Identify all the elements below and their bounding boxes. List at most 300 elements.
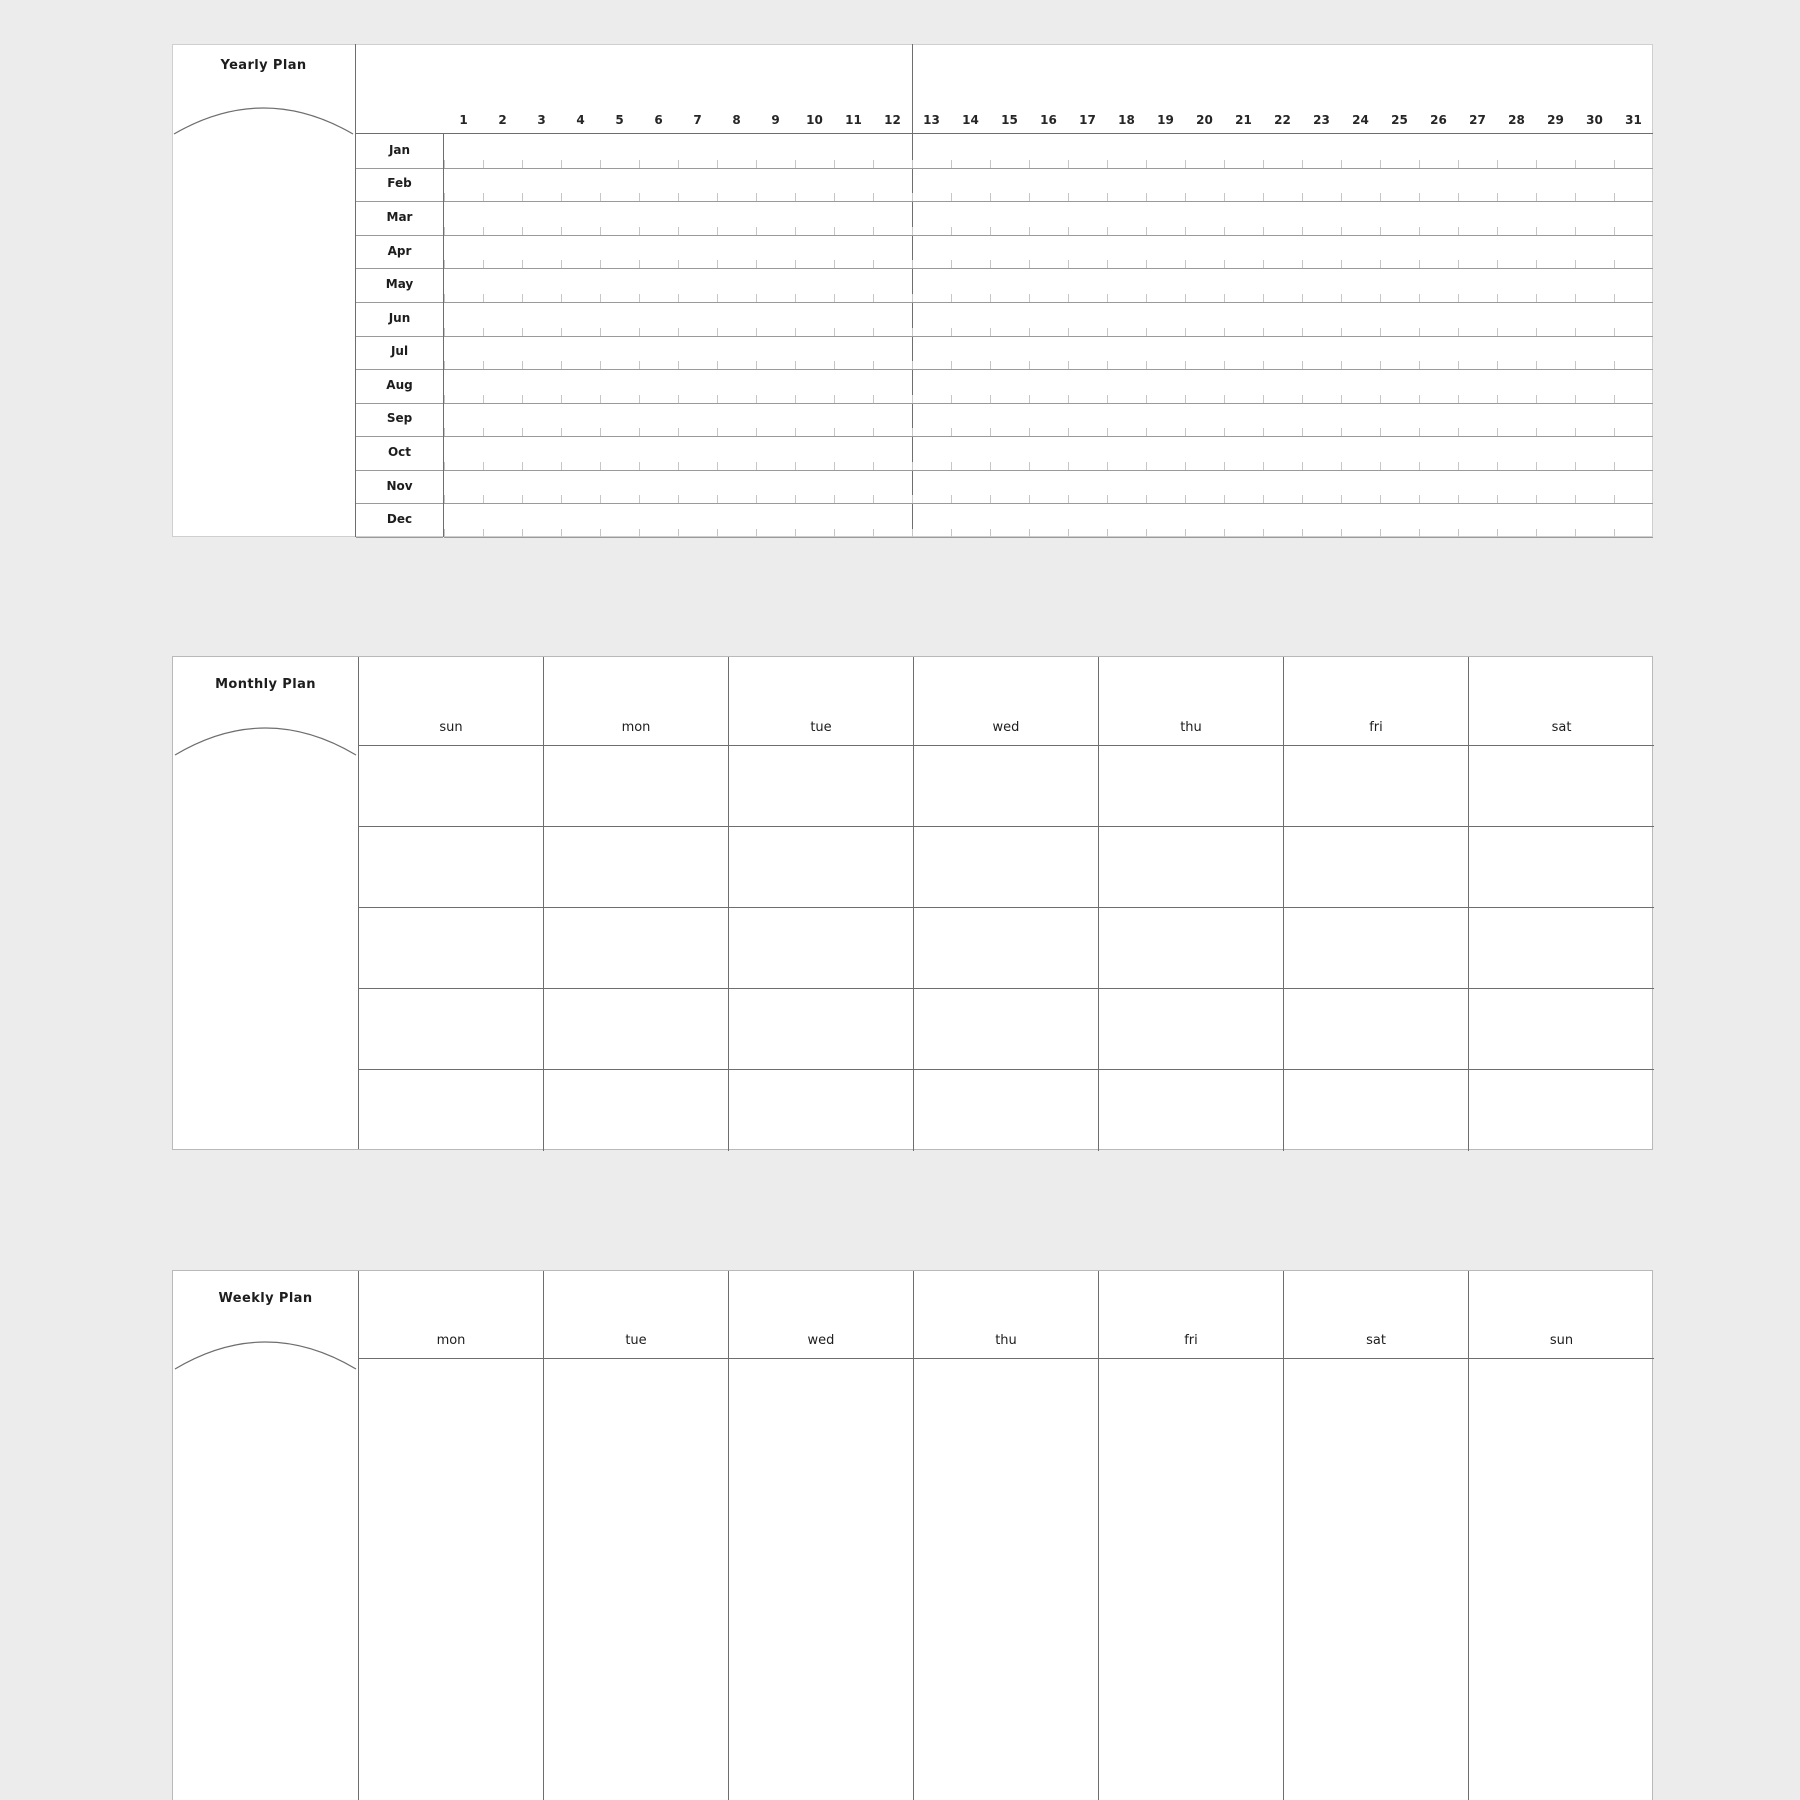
yearly-day-tick (1536, 160, 1537, 168)
yearly-day-tick (912, 428, 913, 436)
yearly-day-tick (1614, 328, 1615, 336)
yearly-day-tick (1068, 361, 1069, 369)
yearly-month-rule (356, 336, 443, 337)
yearly-day-tick (1497, 328, 1498, 336)
monthly-day-cell[interactable] (729, 746, 914, 827)
yearly-day-tick (1302, 462, 1303, 470)
yearly-day-tick (1107, 361, 1108, 369)
yearly-day-tick (1302, 529, 1303, 537)
yearly-day-tick (834, 328, 835, 336)
arc-decoration-icon (173, 703, 358, 757)
yearly-day-tick (639, 529, 640, 537)
yearly-day-tick (756, 529, 757, 537)
yearly-day-tick (1224, 160, 1225, 168)
weekly-weekday-header (544, 1271, 728, 1359)
monthly-day-cell[interactable] (544, 908, 729, 989)
yearly-day-tick (717, 160, 718, 168)
yearly-day-tick (1497, 462, 1498, 470)
yearly-day-tick (1536, 462, 1537, 470)
yearly-day-tick (1302, 160, 1303, 168)
yearly-day-tick (1068, 428, 1069, 436)
yearly-day-tick (1536, 395, 1537, 403)
yearly-day-tick (717, 428, 718, 436)
monthly-day-cell[interactable] (729, 1070, 914, 1151)
yearly-day-tick (1575, 193, 1576, 201)
yearly-day-tick (756, 294, 757, 302)
yearly-day-tick (1341, 260, 1342, 268)
monthly-day-cell[interactable] (1284, 746, 1469, 827)
monthly-day-cell[interactable] (544, 746, 729, 827)
yearly-day-tick (717, 495, 718, 503)
monthly-day-cell[interactable] (729, 827, 914, 908)
yearly-day-tick (1341, 462, 1342, 470)
weekly-day-column[interactable] (1284, 1271, 1469, 1800)
monthly-weekday-header (1469, 657, 1654, 746)
yearly-day-number: 7 (693, 113, 702, 127)
yearly-day-tick (1497, 395, 1498, 403)
yearly-day-tick (1614, 428, 1615, 436)
yearly-day-tick (522, 462, 523, 470)
weekly-grid (359, 1271, 1652, 1800)
yearly-day-tick (1029, 428, 1030, 436)
yearly-day-number: 25 (1391, 113, 1408, 127)
yearly-day-tick (873, 294, 874, 302)
yearly-day-tick (795, 160, 796, 168)
yearly-day-tick (1029, 227, 1030, 235)
yearly-day-tick (912, 328, 913, 336)
yearly-day-tick (1224, 462, 1225, 470)
yearly-day-tick (1380, 395, 1381, 403)
yearly-grid (444, 134, 1653, 537)
yearly-day-tick (1302, 193, 1303, 201)
yearly-day-tick (912, 395, 913, 403)
yearly-day-number: 22 (1274, 113, 1291, 127)
monthly-day-cell[interactable] (729, 989, 914, 1070)
monthly-day-cell[interactable] (914, 989, 1099, 1070)
yearly-day-tick (951, 462, 952, 470)
yearly-day-tick (444, 361, 445, 369)
yearly-day-tick (990, 160, 991, 168)
yearly-day-tick (912, 160, 913, 168)
yearly-title: Yearly Plan (220, 58, 307, 73)
yearly-month-rule (356, 470, 443, 471)
monthly-day-cell[interactable] (914, 908, 1099, 989)
monthly-day-cell[interactable] (359, 908, 544, 989)
yearly-day-tick (834, 395, 835, 403)
yearly-day-tick (717, 294, 718, 302)
yearly-day-tick (639, 193, 640, 201)
yearly-day-tick (1341, 227, 1342, 235)
yearly-day-tick (1302, 227, 1303, 235)
yearly-day-tick (1341, 193, 1342, 201)
yearly-day-tick (1341, 361, 1342, 369)
yearly-day-tick (1419, 395, 1420, 403)
yearly-row-rule (444, 369, 1653, 370)
yearly-day-tick (444, 529, 445, 537)
monthly-weekday-label: sat (1551, 720, 1572, 735)
yearly-day-tick (795, 529, 796, 537)
yearly-day-tick (1575, 529, 1576, 537)
yearly-day-tick (756, 361, 757, 369)
yearly-day-tick (1458, 495, 1459, 503)
yearly-month-rule (356, 235, 443, 236)
yearly-day-tick (1497, 260, 1498, 268)
yearly-day-number: 21 (1235, 113, 1252, 127)
yearly-day-tick (1029, 361, 1030, 369)
monthly-weekday-header (914, 657, 1099, 746)
yearly-day-number: 3 (537, 113, 546, 127)
weekly-day-column[interactable] (1469, 1271, 1654, 1800)
weekly-day-column[interactable] (729, 1271, 914, 1800)
yearly-day-tick (1380, 260, 1381, 268)
yearly-day-tick (717, 395, 718, 403)
monthly-day-cell[interactable] (1469, 827, 1654, 908)
yearly-day-tick (561, 227, 562, 235)
yearly-row-rule (444, 302, 1653, 303)
yearly-day-tick (561, 428, 562, 436)
yearly-day-tick (1575, 328, 1576, 336)
yearly-day-number: 13 (923, 113, 940, 127)
yearly-day-tick (1263, 193, 1264, 201)
yearly-day-tick (1458, 193, 1459, 201)
weekly-day-column[interactable] (544, 1271, 729, 1800)
yearly-day-tick (1614, 529, 1615, 537)
yearly-day-tick (1458, 328, 1459, 336)
yearly-day-tick (1341, 395, 1342, 403)
yearly-day-number: 12 (884, 113, 901, 127)
yearly-day-tick (678, 495, 679, 503)
weekly-weekday-label: fri (1184, 1333, 1198, 1348)
weekly-day-column[interactable] (359, 1271, 544, 1800)
yearly-day-tick (990, 529, 991, 537)
monthly-day-cell[interactable] (1284, 1070, 1469, 1151)
yearly-day-tick (561, 462, 562, 470)
yearly-day-tick (873, 529, 874, 537)
yearly-day-tick (951, 428, 952, 436)
yearly-day-tick (1029, 193, 1030, 201)
yearly-day-tick (639, 160, 640, 168)
monthly-day-cell[interactable] (544, 1070, 729, 1151)
yearly-day-tick (1575, 462, 1576, 470)
yearly-day-tick (600, 428, 601, 436)
yearly-day-tick (1029, 395, 1030, 403)
yearly-day-tick (990, 227, 991, 235)
yearly-day-tick (1458, 227, 1459, 235)
yearly-day-tick (951, 227, 952, 235)
yearly-day-tick (561, 328, 562, 336)
yearly-day-tick (1029, 529, 1030, 537)
yearly-day-tick (1146, 294, 1147, 302)
yearly-day-tick (795, 328, 796, 336)
yearly-day-tick (834, 462, 835, 470)
monthly-day-cell[interactable] (1284, 827, 1469, 908)
yearly-day-tick (522, 260, 523, 268)
yearly-day-tick (483, 260, 484, 268)
monthly-day-cell[interactable] (1099, 1070, 1284, 1151)
yearly-month-label: Mar (386, 209, 413, 224)
yearly-day-tick (1575, 160, 1576, 168)
yearly-day-tick (444, 260, 445, 268)
yearly-day-tick (756, 227, 757, 235)
yearly-day-tick (717, 260, 718, 268)
yearly-day-tick (1458, 260, 1459, 268)
monthly-day-cell[interactable] (914, 746, 1099, 827)
yearly-day-tick (1224, 328, 1225, 336)
yearly-day-number: 24 (1352, 113, 1369, 127)
weekly-weekday-label: sun (1549, 1333, 1574, 1348)
yearly-day-tick (1419, 193, 1420, 201)
yearly-day-tick (600, 529, 601, 537)
yearly-day-tick (1068, 328, 1069, 336)
yearly-day-tick (951, 260, 952, 268)
yearly-day-tick (483, 428, 484, 436)
yearly-day-tick (1380, 529, 1381, 537)
yearly-day-tick (1185, 428, 1186, 436)
yearly-day-tick (1146, 529, 1147, 537)
yearly-day-tick (639, 328, 640, 336)
yearly-day-tick (1497, 227, 1498, 235)
yearly-day-tick (873, 227, 874, 235)
yearly-day-tick (1614, 361, 1615, 369)
yearly-day-tick (1302, 260, 1303, 268)
yearly-day-tick (1068, 160, 1069, 168)
yearly-month-rule (356, 503, 443, 504)
monthly-day-cell[interactable] (1099, 908, 1284, 989)
yearly-day-tick (873, 495, 874, 503)
weekly-weekday-label: wed (807, 1333, 835, 1348)
yearly-day-tick (1068, 260, 1069, 268)
yearly-day-tick (990, 193, 991, 201)
monthly-day-cell[interactable] (729, 908, 914, 989)
yearly-day-tick (1419, 294, 1420, 302)
yearly-day-tick (795, 361, 796, 369)
yearly-day-tick (1380, 160, 1381, 168)
yearly-day-tick (1458, 361, 1459, 369)
yearly-day-tick (678, 193, 679, 201)
yearly-month-label: Oct (387, 445, 412, 460)
yearly-day-tick (756, 260, 757, 268)
yearly-day-tick (1185, 294, 1186, 302)
yearly-day-tick (1263, 428, 1264, 436)
yearly-day-tick (1146, 395, 1147, 403)
yearly-day-tick (1107, 294, 1108, 302)
yearly-day-tick (990, 428, 991, 436)
yearly-day-tick (1536, 361, 1537, 369)
yearly-day-tick (1224, 227, 1225, 235)
yearly-day-number: 11 (845, 113, 862, 127)
weekly-day-column[interactable] (1099, 1271, 1284, 1800)
yearly-day-tick (522, 495, 523, 503)
yearly-day-tick (561, 260, 562, 268)
yearly-day-tick (717, 328, 718, 336)
yearly-day-tick (483, 361, 484, 369)
yearly-day-tick (678, 160, 679, 168)
yearly-day-tick (1419, 361, 1420, 369)
yearly-day-number: 29 (1547, 113, 1564, 127)
weekly-weekday-header (729, 1271, 913, 1359)
monthly-day-cell[interactable] (1284, 989, 1469, 1070)
yearly-day-tick (444, 328, 445, 336)
yearly-day-tick (1146, 462, 1147, 470)
weekly-day-column[interactable] (914, 1271, 1099, 1800)
yearly-day-tick (1380, 227, 1381, 235)
yearly-day-tick (756, 428, 757, 436)
yearly-day-tick (561, 160, 562, 168)
monthly-day-cell[interactable] (1099, 746, 1284, 827)
yearly-day-tick (1614, 160, 1615, 168)
yearly-day-tick (834, 294, 835, 302)
yearly-day-tick (1380, 193, 1381, 201)
yearly-day-tick (600, 160, 601, 168)
monthly-day-cell[interactable] (359, 1070, 544, 1151)
yearly-day-tick (1419, 495, 1420, 503)
yearly-day-number: 8 (732, 113, 741, 127)
yearly-day-tick (1263, 361, 1264, 369)
yearly-day-tick (756, 462, 757, 470)
yearly-day-tick (1146, 328, 1147, 336)
monthly-day-cell[interactable] (1284, 908, 1469, 989)
yearly-day-tick (912, 260, 913, 268)
yearly-month-label: Nov (386, 478, 413, 493)
yearly-day-tick (1068, 395, 1069, 403)
yearly-day-tick (1341, 495, 1342, 503)
monthly-day-cell[interactable] (914, 827, 1099, 908)
monthly-weekday-header (1099, 657, 1284, 746)
yearly-day-tick (873, 361, 874, 369)
yearly-day-tick (717, 361, 718, 369)
yearly-day-tick (873, 328, 874, 336)
yearly-day-tick (1614, 462, 1615, 470)
yearly-day-tick (1185, 361, 1186, 369)
yearly-day-tick (1497, 361, 1498, 369)
yearly-plan-section (172, 44, 1653, 537)
yearly-day-tick (483, 227, 484, 235)
yearly-day-tick (951, 529, 952, 537)
yearly-day-tick (600, 193, 601, 201)
yearly-day-tick (1224, 193, 1225, 201)
yearly-day-tick (600, 227, 601, 235)
yearly-day-tick (1575, 294, 1576, 302)
yearly-day-tick (990, 395, 991, 403)
yearly-day-tick (1107, 529, 1108, 537)
monthly-day-cell[interactable] (1469, 746, 1654, 827)
weekly-title-column (173, 1271, 359, 1800)
yearly-day-tick (1263, 495, 1264, 503)
monthly-day-cell[interactable] (1469, 908, 1654, 989)
monthly-day-cell[interactable] (359, 746, 544, 827)
yearly-day-tick (1497, 529, 1498, 537)
yearly-month-rule (356, 268, 443, 269)
yearly-day-tick (1419, 529, 1420, 537)
yearly-day-tick (990, 462, 991, 470)
yearly-day-tick (795, 294, 796, 302)
yearly-day-number: 31 (1625, 113, 1642, 127)
monthly-day-cell[interactable] (914, 1070, 1099, 1151)
yearly-day-tick (678, 294, 679, 302)
yearly-day-tick (639, 361, 640, 369)
yearly-day-tick (795, 428, 796, 436)
yearly-day-tick (600, 328, 601, 336)
yearly-day-tick (1380, 462, 1381, 470)
weekly-weekday-header (1469, 1271, 1654, 1359)
yearly-day-number: 9 (771, 113, 780, 127)
yearly-day-tick (1302, 328, 1303, 336)
yearly-day-tick (561, 395, 562, 403)
monthly-weekday-label: thu (1180, 720, 1202, 735)
yearly-day-tick (1458, 294, 1459, 302)
yearly-day-tick (756, 160, 757, 168)
yearly-day-tick (1185, 227, 1186, 235)
yearly-day-tick (522, 395, 523, 403)
yearly-day-number: 23 (1313, 113, 1330, 127)
yearly-day-tick (1263, 227, 1264, 235)
monthly-day-cell[interactable] (359, 827, 544, 908)
yearly-day-tick (756, 193, 757, 201)
yearly-row-rule (444, 235, 1653, 236)
yearly-day-tick (600, 462, 601, 470)
yearly-month-label: Jul (390, 344, 409, 359)
yearly-day-tick (678, 462, 679, 470)
monthly-day-cell[interactable] (544, 827, 729, 908)
yearly-day-tick (951, 361, 952, 369)
yearly-day-tick (678, 227, 679, 235)
yearly-day-tick (678, 529, 679, 537)
yearly-row-rule (444, 168, 1653, 169)
monthly-day-cell[interactable] (1099, 827, 1284, 908)
yearly-day-tick (1107, 260, 1108, 268)
yearly-day-number: 19 (1157, 113, 1174, 127)
monthly-title-column (173, 657, 359, 1149)
yearly-day-tick (795, 193, 796, 201)
yearly-day-tick (522, 193, 523, 201)
yearly-row-rule (444, 537, 1653, 538)
yearly-day-tick (600, 495, 601, 503)
yearly-day-tick (1536, 193, 1537, 201)
yearly-day-tick (1185, 462, 1186, 470)
monthly-day-cell[interactable] (1469, 1070, 1654, 1151)
yearly-day-tick (1029, 462, 1030, 470)
yearly-day-tick (1146, 227, 1147, 235)
yearly-day-tick (990, 294, 991, 302)
yearly-month-rule (356, 369, 443, 370)
monthly-day-cell[interactable] (1099, 989, 1284, 1070)
yearly-day-tick (1029, 495, 1030, 503)
monthly-weekday-header (1284, 657, 1469, 746)
monthly-weekday-header (359, 657, 544, 746)
yearly-day-tick (873, 395, 874, 403)
yearly-day-tick (834, 495, 835, 503)
yearly-day-tick (795, 227, 796, 235)
yearly-day-tick (1263, 462, 1264, 470)
yearly-month-label: Jun (388, 310, 411, 325)
monthly-day-cell[interactable] (544, 989, 729, 1070)
weekly-weekday-header (1099, 1271, 1283, 1359)
yearly-row-rule (444, 503, 1653, 504)
yearly-day-tick (1341, 294, 1342, 302)
monthly-day-cell[interactable] (1469, 989, 1654, 1070)
weekly-weekday-header (914, 1271, 1098, 1359)
yearly-day-tick (1029, 160, 1030, 168)
yearly-day-tick (1497, 160, 1498, 168)
monthly-day-cell[interactable] (359, 989, 544, 1070)
yearly-day-tick (717, 462, 718, 470)
weekly-weekday-header (359, 1271, 543, 1359)
yearly-day-tick (561, 294, 562, 302)
yearly-day-tick (1536, 495, 1537, 503)
yearly-day-tick (990, 260, 991, 268)
monthly-weekday-label: sun (439, 720, 463, 735)
yearly-day-number: 2 (498, 113, 507, 127)
